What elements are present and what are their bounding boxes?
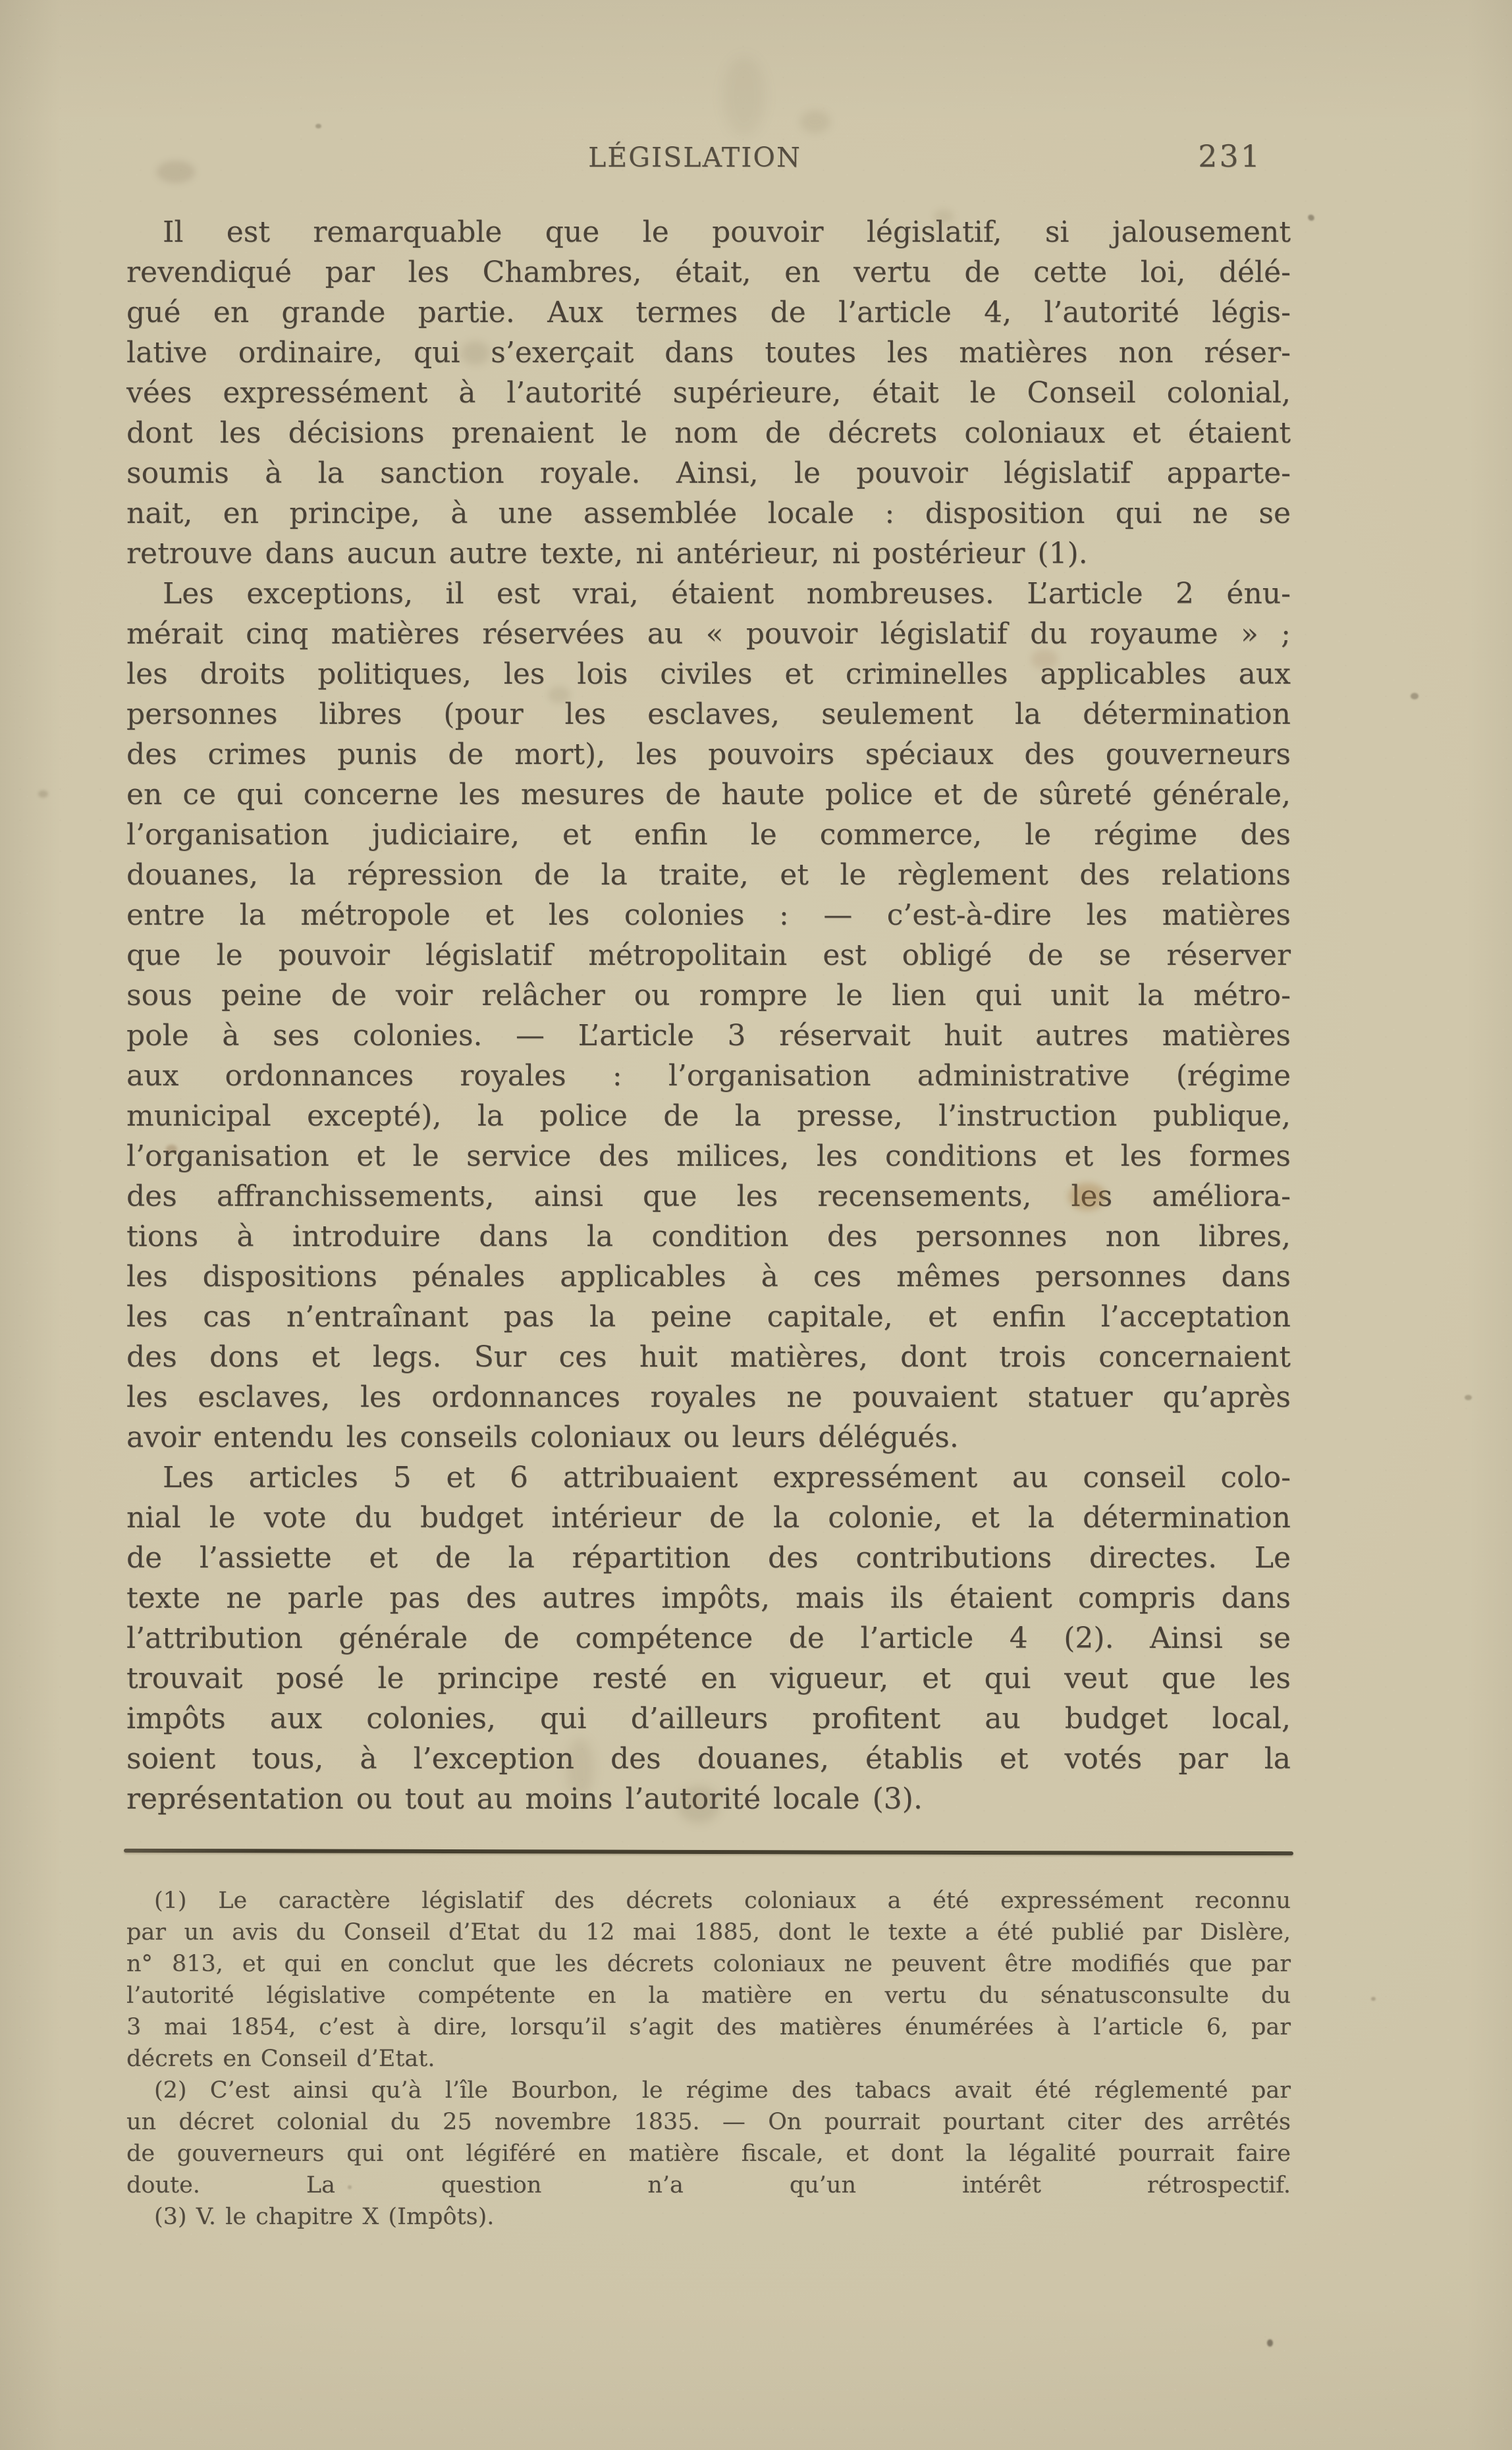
body-text bbox=[126, 212, 1291, 1819]
text-line: vées expressément à l’autorité supérieure, était le Conseil colonial, bbox=[126, 376, 1291, 410]
footnote-line: l’autorité législative compétente en la matière en vertu du sénatusconsulte du bbox=[126, 1982, 1291, 2009]
text-line: que le pouvoir législatif métropolitain est obligé de se réserver bbox=[126, 939, 1291, 972]
footnotes-block bbox=[126, 1885, 1291, 2233]
text-line: Les exceptions, il est vrai, étaient nombreuses. L’article 2 énu- bbox=[163, 577, 1291, 611]
footnote-line: doute. La question n’a qu’un intérêt rétrospectif. bbox=[126, 2172, 1291, 2198]
text-line: tions à introduire dans la condition des personnes non libres, bbox=[126, 1220, 1291, 1253]
footnote-separator-rule bbox=[124, 1849, 1293, 1855]
text-line: de l’assiette et de la répartition des contributions directes. Le bbox=[126, 1541, 1291, 1575]
text-line: les cas n’entraînant pas la peine capitale, et enfin l’acceptation bbox=[126, 1300, 1291, 1334]
footnote-line: 3 mai 1854, c’est à dire, lorsqu’il s’agit des matières énumérées à l’article 6, par bbox=[126, 2014, 1291, 2040]
text-line: sous peine de voir relâcher ou rompre le lien qui unit la métro- bbox=[126, 979, 1291, 1012]
text-line: les droits politiques, les lois civiles et criminelles applicables aux bbox=[126, 657, 1291, 691]
footnote-line: n° 813, et qui en conclut que les décrets coloniaux ne peuvent être modifiés que par bbox=[126, 1951, 1291, 1977]
text-line: soumis à la sanction royale. Ainsi, le pouvoir législatif apparte- bbox=[126, 456, 1291, 490]
paper-speck bbox=[1307, 213, 1315, 222]
footnote-line: (3) V. le chapitre X (Impôts). bbox=[154, 2204, 495, 2230]
text-line: Les articles 5 et 6 attribuaient expressément au conseil colo- bbox=[163, 1461, 1291, 1494]
text-line: les dispositions pénales applicables à ces mêmes personnes dans bbox=[126, 1260, 1291, 1293]
text-line: soient tous, à l’exception des douanes, établis et votés par la bbox=[126, 1742, 1291, 1776]
text-line: l’organisation et le service des milices, les conditions et les formes bbox=[126, 1139, 1291, 1173]
text-line: gué en grande partie. Aux termes de l’article 4, l’autorité légis- bbox=[126, 296, 1291, 329]
text-line: aux ordonnances royales : l’organisation administrative (régime bbox=[126, 1059, 1291, 1093]
text-line: nait, en principe, à une assemblée locale : disposition qui ne se bbox=[126, 497, 1291, 530]
text-line: retrouve dans aucun autre texte, ni antérieur, ni postérieur (1). bbox=[126, 537, 1088, 570]
text-line: l’attribution générale de compétence de l’article 4 (2). Ainsi se bbox=[126, 1621, 1291, 1655]
text-line: trouvait posé le principe resté en vigueur, et qui veut que les bbox=[126, 1662, 1291, 1695]
text-line: avoir entendu les conseils coloniaux ou leurs délégués. bbox=[126, 1421, 959, 1454]
paper-speck bbox=[1411, 693, 1418, 699]
text-line: lative ordinaire, qui s’exerçait dans toutes les matières non réser- bbox=[126, 336, 1291, 369]
text-line: texte ne parle pas des autres impôts, mais ils étaient compris dans bbox=[126, 1581, 1291, 1615]
page-header bbox=[126, 0, 1291, 198]
text-line: pole à ses colonies. — L’article 3 réservait huit autres matières bbox=[126, 1019, 1291, 1052]
text-line: Il est remarquable que le pouvoir législatif, si jalousement bbox=[163, 215, 1291, 249]
text-line: en ce qui concerne les mesures de haute police et de sûreté générale, bbox=[126, 778, 1291, 811]
text-line: des dons et legs. Sur ces huit matières, dont trois concernaient bbox=[126, 1340, 1291, 1374]
paper-speck bbox=[1267, 2339, 1273, 2347]
text-line: impôts aux colonies, qui d’ailleurs profitent au budget local, bbox=[126, 1702, 1291, 1735]
text-line: les esclaves, les ordonnances royales ne pouvaient statuer qu’après bbox=[126, 1380, 1291, 1414]
text-line: représentation ou tout au moins l’autorité locale (3). bbox=[126, 1782, 923, 1816]
text-line: nial le vote du budget intérieur de la colonie, et la détermination bbox=[126, 1501, 1291, 1535]
text-line: douanes, la répression de la traite, et le règlement des relations bbox=[126, 858, 1291, 892]
footnote-line: par un avis du Conseil d’Etat du 12 mai 1885, dont le texte a été publié par Dislère, bbox=[126, 1919, 1291, 1946]
text-line: entre la métropole et les colonies : — c’est-à-dire les matières bbox=[126, 898, 1291, 932]
paper-speck bbox=[1371, 1997, 1376, 2001]
text-line: des crimes punis de mort), les pouvoirs spéciaux des gouverneurs bbox=[126, 738, 1291, 771]
text-line: des affranchissements, ainsi que les recensements, les améliora- bbox=[126, 1180, 1291, 1213]
footnote-line: de gouverneurs qui ont légiféré en matière fiscale, et dont la légalité pourrait faire bbox=[126, 2140, 1291, 2167]
text-line: dont les décisions prenaient le nom de décrets coloniaux et étaient bbox=[126, 416, 1291, 450]
footnote-line: un décret colonial du 25 novembre 1835. — On pourrait pourtant citer des arrêtés bbox=[126, 2109, 1291, 2135]
text-line: l’organisation judiciaire, et enfin le commerce, le régime des bbox=[126, 818, 1291, 852]
text-line: personnes libres (pour les esclaves, seulement la détermination bbox=[126, 697, 1291, 731]
text-line: mérait cinq matières réservées au « pouvoir législatif du royaume » ; bbox=[126, 617, 1291, 651]
footnote-line: (2) C’est ainsi qu’à l’île Bourbon, le régime des tabacs avait été réglementé par bbox=[154, 2077, 1291, 2104]
running-title: LÉGISLATION bbox=[588, 142, 801, 173]
footnote-line: (1) Le caractère législatif des décrets coloniaux a été expressément reconnu bbox=[154, 1888, 1291, 1914]
paper-speck bbox=[1465, 1395, 1472, 1400]
text-line: revendiqué par les Chambres, était, en vertu de cette loi, délé- bbox=[126, 256, 1291, 289]
paper-speck bbox=[38, 790, 48, 798]
text-line: municipal excepté), la police de la presse, l’instruction publique, bbox=[126, 1099, 1291, 1133]
footnote-line: décrets en Conseil d’Etat. bbox=[126, 2046, 435, 2072]
page-number: 231 bbox=[1198, 138, 1262, 174]
